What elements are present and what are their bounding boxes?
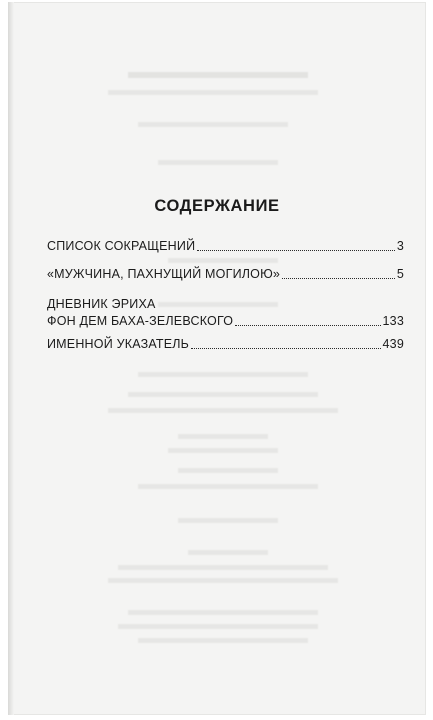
toc-entry [47,296,404,330]
toc-entry-page: 133 [382,314,404,328]
toc-entry-page: 439 [382,337,404,351]
dot-leader [191,347,380,349]
toc-title: СОДЕРЖАНИЕ [154,197,280,215]
toc-entry [47,266,404,283]
toc-entry [47,238,404,255]
toc-entry-page: 3 [396,239,404,253]
toc-entry-title-line-2: ФОН ДЕМ БАХА-ЗЕЛЕВСКОГО [47,314,234,328]
toc-entry-title-line-1: ДНЕВНИК ЭРИХА [47,297,156,311]
dot-leader [197,249,395,251]
book-page [8,2,426,715]
show-through-decoration [8,2,426,715]
toc-entry [47,336,404,353]
toc-entry-title: «МУЖЧИНА, ПАХНУЩИЙ МОГИЛОЮ» [47,267,281,281]
toc-entry-title: СПИСОК СОКРАЩЕНИЙ [47,239,196,253]
toc-entry-title: ИМЕННОЙ УКАЗАТЕЛЬ [47,337,190,351]
dot-leader [282,277,395,279]
dot-leader [235,324,380,326]
toc-entry-page: 5 [396,267,404,281]
